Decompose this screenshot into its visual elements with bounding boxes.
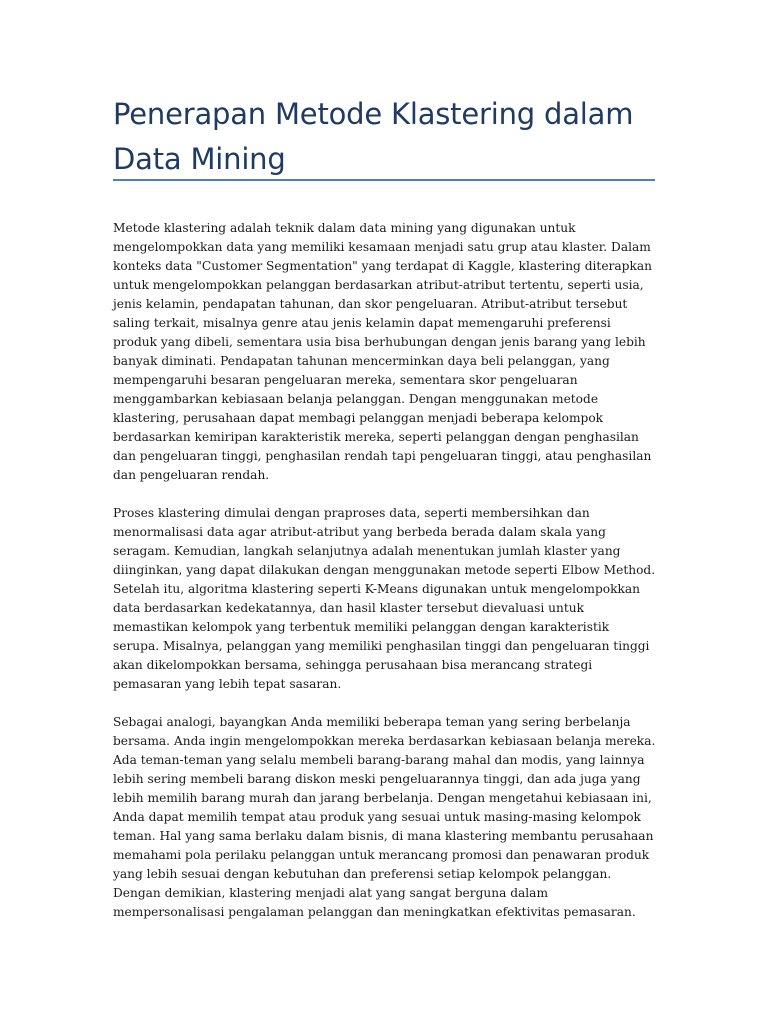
document-title: Penerapan Metode Klastering dalam Data Mining (113, 97, 634, 176)
paragraph-3: Sebagai analogi, bayangkan Anda memiliki beberapa teman yang sering berbelanja bersama. Anda ingin mengelompokkan mereka berdasarkan kebiasaan belanja mereka. Ada teman-teman yang selalu membeli barang-barang mahal dan modis, yang lainnya lebih sering membeli barang diskon meski pengeluarannya tinggi, dan ada juga yang lebih memilih barang murah dan jarang berbelanja. Dengan mengetahui kebiasaan ini, Anda dapat memilih tempat atau produk yang sesuai untuk masing-masing kelompok teman. Hal yang sama berlaku dalam bisnis, di mana klastering membantu perusahaan memahami pola perilaku pelanggan untuk merancang promosi dan penawaran produk yang lebih sesuai dengan kebutuhan dan preferensi setiap kelompok pelanggan. Dengan demikian, klastering menjadi alat yang sangat berguna dalam mempersonalisasi pengalaman pelanggan dan meningkatkan efektivitas pemasaran. (113, 715, 656, 919)
document-body (113, 219, 658, 941)
title-underline (113, 179, 655, 181)
paragraph-1: Metode klastering adalah teknik dalam data mining yang digunakan untuk mengelompokkan data yang memiliki kesamaan menjadi satu grup atau klaster. Dalam konteks data "Customer Segmentation" yang terdapat di Kaggle, klastering diterapkan untuk mengelompokkan pelanggan berdasarkan atribut-atribut tertentu, seperti usia, jenis kelamin, pendapatan tahunan, dan skor pengeluaran. Atribut-atribut tersebut saling terkait, misalnya genre atau jenis kelamin dapat memengaruhi preferensi produk yang dibeli, sementara usia bisa berhubungan dengan jenis barang yang lebih banyak diminati. Pendapatan tahunan mencerminkan daya beli pelanggan, yang mempengaruhi besaran pengeluaran mereka, sementara skor pengeluaran menggambarkan kebiasaan belanja pelanggan. Dengan menggunakan metode klastering, perusahaan dapat membagi pelanggan menjadi beberapa kelompok berdasarkan kemiripan karakteristik mereka, seperti pelanggan dengan penghasilan dan pengeluaran tinggi, penghasilan rendah tapi pengeluaran tinggi, atau penghasilan dan pengeluaran rendah. (113, 221, 652, 482)
paragraph-2: Proses klastering dimulai dengan praproses data, seperti membersihkan dan menormalisasi data agar atribut-atribut yang berbeda berada dalam skala yang seragam. Kemudian, langkah selanjutnya adalah menentukan jumlah klaster yang diinginkan, yang dapat dilakukan dengan menggunakan metode seperti Elbow Method. Setelah itu, algoritma klastering seperti K-Means digunakan untuk mengelompokkan data berdasarkan kedekatannya, dan hasil klaster tersebut dievaluasi untuk memastikan kelompok yang terbentuk memiliki pelanggan dengan karakteristik serupa. Misalnya, pelanggan yang memiliki penghasilan tinggi dan pengeluaran tinggi akan dikelompokkan bersama, sehingga perusahaan bisa merancang strategi pemasaran yang lebih tepat sasaran. (113, 506, 656, 691)
